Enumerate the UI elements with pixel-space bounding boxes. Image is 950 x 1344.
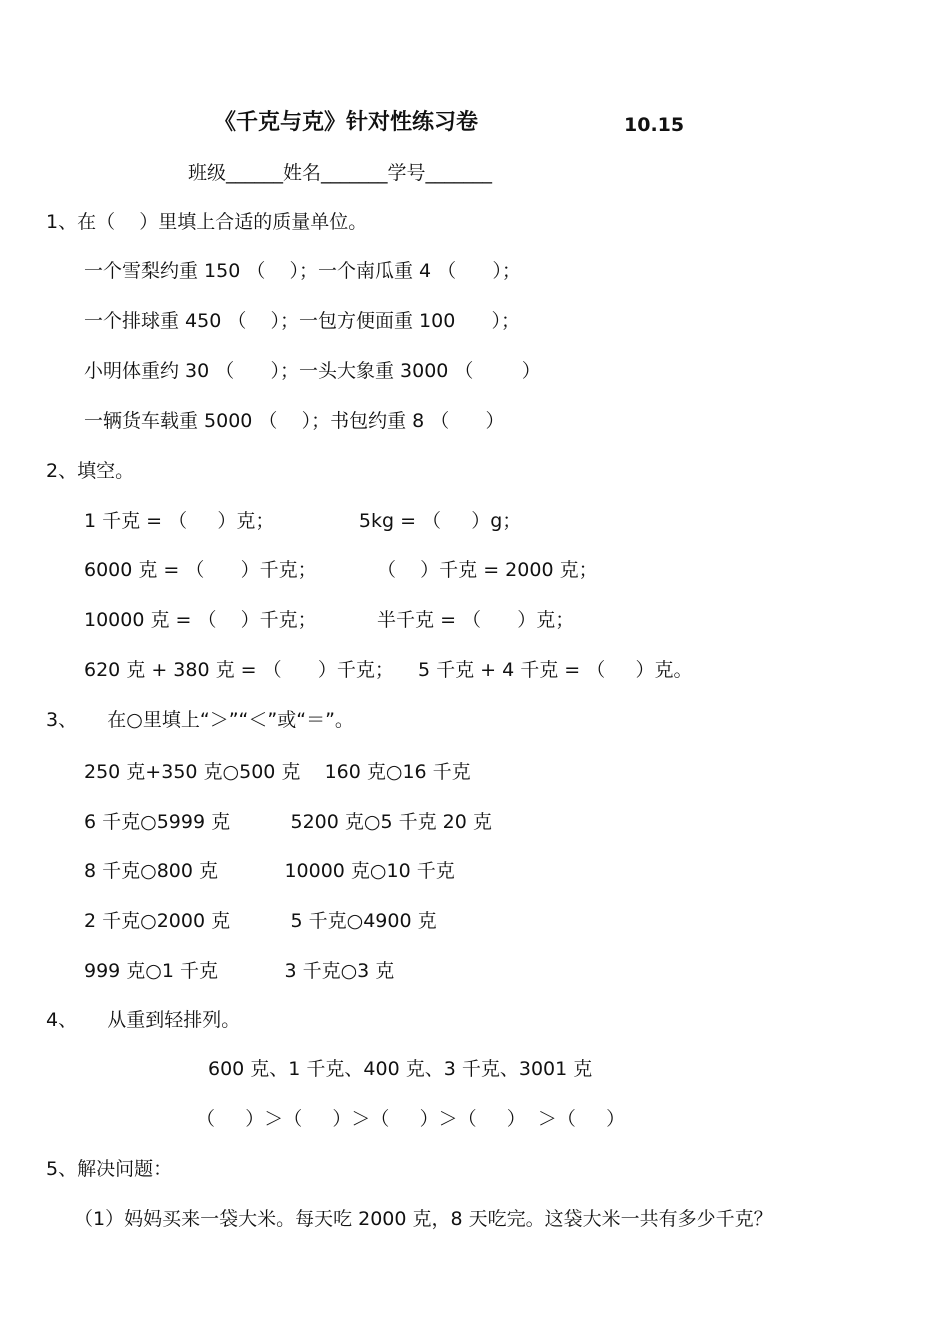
question-1-line: 一辆货车载重 5000 （ ）；书包约重 8 （ ） — [84, 410, 505, 432]
question-3-line: 8 千克○800 克 10000 克○10 千克 — [84, 860, 455, 882]
question-3-line: 6 千克○5999 克 5200 克○5 千克 20 克 — [84, 811, 492, 833]
question-3-line: 999 克○1 千克 3 千克○3 克 — [84, 960, 395, 982]
question-5-problem-1: （1）妈妈买来一袋大米。每天吃 2000 克，8 天吃完。这袋大米一共有多少千克？ — [74, 1208, 773, 1230]
question-1-line: 一个雪梨约重 150 （ ）；一个南瓜重 4 （ ）； — [84, 260, 521, 282]
question-4-items: 600 克、1 千克、400 克、3 千克、3001 克 — [208, 1058, 593, 1080]
worksheet-title: 《千克与克》针对性练习卷 — [214, 110, 479, 135]
question-2-line: 1 千克 = （ ）克； 5kg = （ ）g； — [84, 510, 522, 532]
question-3-heading: 3、 在○里填上“＞”“＜”或“＝”。 — [46, 709, 354, 731]
question-3-line: 2 千克○2000 克 5 千克○4900 克 — [84, 910, 437, 932]
date-label: 10.15 — [624, 114, 685, 136]
question-3-line: 250 克+350 克○500 克 160 克○16 千克 — [84, 761, 471, 783]
question-4-order-blanks: （ ）＞（ ）＞（ ）＞（ ） ＞（ ） — [196, 1108, 626, 1130]
question-2-line: 6000 克 = （ ）千克； （ ）千克 = 2000 克； — [84, 559, 598, 581]
question-1-line: 一个排球重 450 （ ）；一包方便面重 100 ）； — [84, 310, 521, 332]
question-5-heading: 5、解决问题： — [46, 1158, 173, 1180]
question-1-heading: 1、在（ ）里填上合适的质量单位。 — [46, 211, 368, 233]
question-2-line: 10000 克 = （ ）千克； 半千克 = （ ）克； — [84, 609, 575, 631]
question-4-heading: 4、 从重到轻排列。 — [46, 1009, 241, 1031]
question-1-line: 小明体重约 30 （ ）；一头大象重 3000 （ ） — [84, 360, 541, 382]
question-2-heading: 2、填空。 — [46, 460, 135, 482]
question-2-line: 620 克 + 380 克 = （ ）千克； 5 千克 + 4 千克 = （ ）克。 — [84, 659, 693, 681]
student-info-line: 班级______姓名_______学号_______ — [188, 162, 493, 184]
